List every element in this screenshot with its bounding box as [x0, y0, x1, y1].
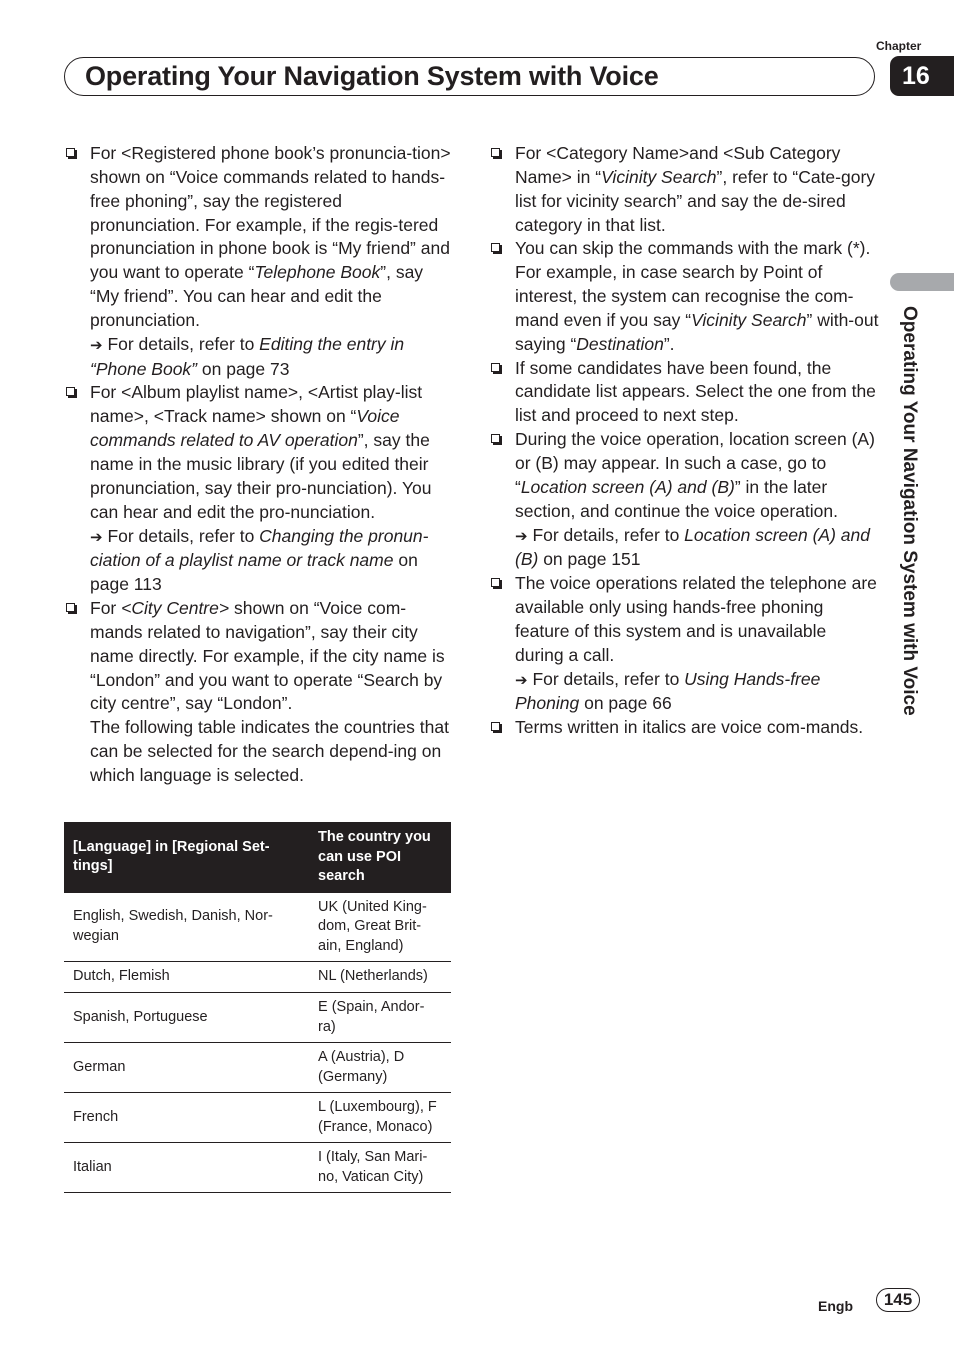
- ref-prefix: For details, refer to: [102, 333, 260, 354]
- ref-link[interactable]: Changing the pronun-ciation of a playlist name or track name: [90, 525, 429, 571]
- chapter-number: 16: [890, 56, 954, 96]
- list-item: [489, 142, 879, 237]
- text-run: Terms written in italics are voice com-mands.: [515, 717, 864, 738]
- ref-page: on page 113: [90, 550, 418, 595]
- text-run: The voice operations related the telephone are available only using hands-free phoning feature of this system and is unavailable during a call.: [515, 573, 877, 665]
- list-item: [489, 572, 879, 716]
- cross-reference: [515, 524, 879, 573]
- table-cell-language: English, Swedish, Danish, Nor-wegian: [64, 893, 309, 962]
- list-item: [64, 142, 452, 381]
- text-run: For <Category Name>and <Sub Category Name> in “: [515, 143, 841, 187]
- item-text: [515, 572, 879, 667]
- voice-command-text: Voice commands related to AV operation: [90, 406, 400, 451]
- list-item: [489, 237, 879, 356]
- arrow-ref-icon: ➔: [515, 527, 528, 545]
- table-row: [64, 1093, 451, 1143]
- ref-page: on page 73: [197, 358, 290, 379]
- cross-reference: [515, 668, 879, 717]
- list-item: [489, 428, 879, 572]
- voice-command-text: Destination: [576, 333, 664, 354]
- text-run: For <Registered phone book’s pronuncia-tion> shown on “Voice commands related to hands-free phoning”, say the registered pronunciation. For example, if the regis-tered pronunciation in phone book is “My friend” and you want to operate “: [90, 143, 451, 283]
- ref-prefix: For details, refer to: [527, 524, 685, 545]
- list-item: [489, 357, 879, 429]
- table-row: [64, 1043, 451, 1093]
- item-text: [515, 428, 879, 523]
- table-cell-country: E (Spain, Andor-ra): [309, 993, 451, 1043]
- voice-command-text: Location screen (A) and (B): [520, 476, 735, 497]
- cross-reference: [90, 525, 452, 598]
- text-run: ”, say “My friend”. You can hear and edit the pronunciation.: [90, 262, 424, 330]
- page-number: 145: [876, 1288, 920, 1312]
- text-run: ”.: [663, 333, 675, 354]
- checkbox-bullet-icon: [491, 434, 500, 443]
- voice-command-text: <City Centre>: [121, 598, 230, 619]
- table-cell-language: Spanish, Portuguese: [64, 993, 309, 1043]
- voice-command-text: Vicinity Search: [601, 166, 717, 187]
- checkbox-bullet-icon: [491, 578, 500, 587]
- arrow-ref-icon: ➔: [515, 671, 528, 689]
- chapter-label: Chapter: [876, 39, 922, 53]
- language-code: Engb: [818, 1298, 853, 1314]
- item-text: [90, 142, 452, 333]
- list-item: [489, 716, 879, 740]
- table-header-row: [64, 822, 451, 893]
- ref-link[interactable]: Location screen (A) and (B): [515, 524, 870, 570]
- ref-prefix: For details, refer to: [527, 668, 685, 689]
- table-cell-language: German: [64, 1043, 309, 1093]
- right-column: [489, 142, 879, 740]
- text-run: ”, say the name in the music library (if you edited their pronunciation, say their pro-nunciation). You can hear and edit the pro-nunciation.: [90, 430, 432, 522]
- checkbox-bullet-icon: [66, 148, 75, 157]
- text-run: You can skip the commands with the mark (*). For example, in case search by Point of interest, the system can recognise the com-mand even if you say “: [515, 238, 871, 330]
- country-table: [64, 822, 451, 1193]
- table-cell-country: A (Austria), D (Germany): [309, 1043, 451, 1093]
- side-tab-marker: [890, 273, 954, 291]
- ref-prefix: For details, refer to: [102, 525, 260, 546]
- text-run: ”, refer to “Cate-gory list for vicinity search” and say the de-sired category in that list.: [515, 166, 876, 235]
- table-row: [64, 993, 451, 1043]
- table-header-language: [Language] in [Regional Set-tings]: [64, 822, 309, 893]
- list-item: [64, 381, 452, 597]
- table-header-country: The country you can use POI search: [309, 822, 451, 893]
- list-item: [64, 597, 452, 788]
- checkbox-bullet-icon: [491, 722, 500, 731]
- checkbox-bullet-icon: [66, 387, 75, 396]
- table-row: [64, 1143, 451, 1193]
- text-run: If some candidates have been found, the candidate list appears. Select the one from the list and proceed to next step.: [515, 357, 876, 426]
- left-column: [64, 142, 452, 788]
- arrow-ref-icon: ➔: [90, 528, 103, 546]
- checkbox-bullet-icon: [491, 243, 500, 252]
- item-text: [90, 381, 452, 524]
- checkbox-bullet-icon: [491, 148, 500, 157]
- text-run: ” with-out saying “: [515, 309, 879, 354]
- table-cell-language: Dutch, Flemish: [64, 962, 309, 993]
- table-row: [64, 962, 451, 993]
- table-cell-country: NL (Netherlands): [309, 962, 451, 993]
- item-text: [515, 357, 879, 429]
- title-bar: [64, 57, 875, 96]
- text-run: For: [90, 598, 122, 619]
- cross-reference: [90, 333, 452, 382]
- ref-page: on page 151: [538, 549, 641, 570]
- voice-command-text: Vicinity Search: [691, 309, 807, 330]
- item-text: [515, 237, 879, 356]
- table-cell-language: Italian: [64, 1143, 309, 1193]
- text-run: ” in the later section, and continue the voice operation.: [515, 476, 838, 521]
- page-title: Operating Your Navigation System with Voice: [85, 61, 659, 91]
- text-run: shown on “Voice com-mands related to navigation”, say their city name directly. For example, if the city name is “London” and you want to operate “Search by city centre”, say “London”.: [90, 598, 445, 714]
- item-text: [515, 716, 879, 740]
- item-text: [515, 142, 879, 237]
- ref-link[interactable]: Using Hands-free Phoning: [515, 668, 821, 714]
- text-run: During the voice operation, location screen (A) or (B) may appear. In such a case, go to “: [515, 429, 875, 497]
- text-run: For <Album playlist name>, <Artist play-list name>, <Track name> shown on “: [90, 382, 423, 427]
- ref-link[interactable]: Editing the entry in “Phone Book”: [90, 333, 405, 379]
- table-cell-country: UK (United King-dom, Great Brit-ain, England): [309, 893, 451, 962]
- checkbox-bullet-icon: [491, 363, 500, 372]
- table-cell-language: French: [64, 1093, 309, 1143]
- side-tab-text: Operating Your Navigation System with Voice: [899, 306, 920, 716]
- table-cell-country: I (Italy, San Mari-no, Vatican City): [309, 1143, 451, 1193]
- checkbox-bullet-icon: [66, 603, 75, 612]
- item-text: [90, 597, 452, 716]
- ref-page: on page 66: [579, 693, 672, 714]
- table-cell-country: L (Luxembourg), F (France, Monaco): [309, 1093, 451, 1143]
- continuation-text: The following table indicates the countries that can be selected for the search depend-ing on which language is selected.: [90, 717, 449, 785]
- arrow-ref-icon: ➔: [90, 336, 103, 354]
- voice-command-text: Telephone Book: [254, 262, 381, 283]
- table-row: [64, 893, 451, 962]
